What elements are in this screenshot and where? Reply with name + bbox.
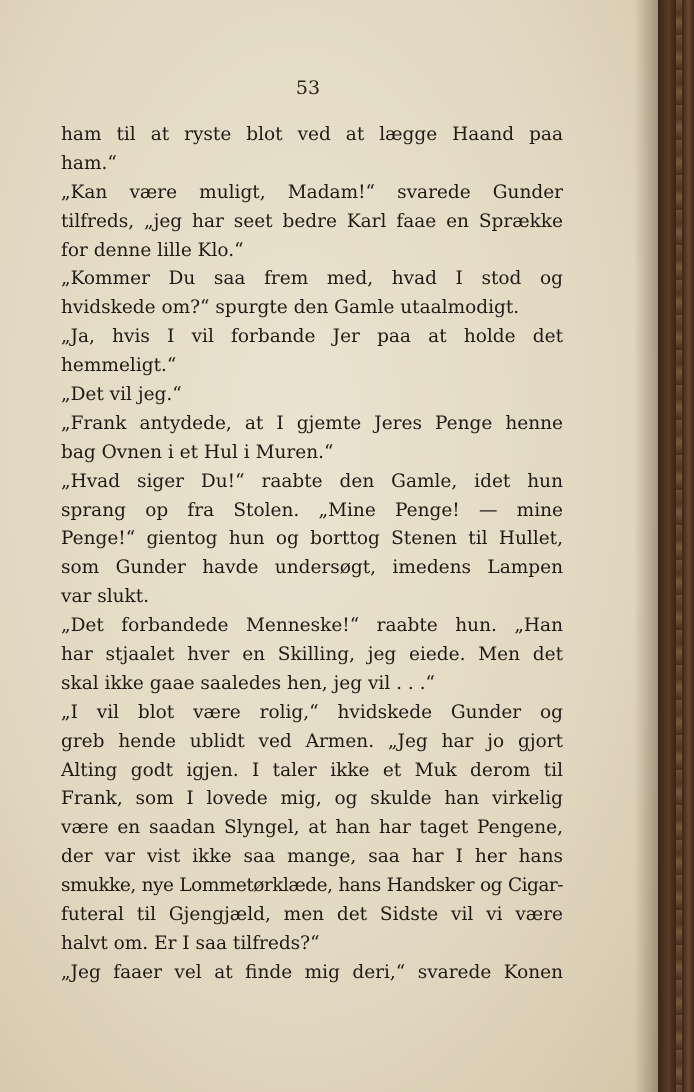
text-line: der var vist ikke saa mange, saa har I her hans <box>61 846 563 868</box>
text-line: ham til at ryste blot ved at lægge Haand paa <box>61 124 563 145</box>
text-line: „Jeg faaer vel at finde mig deri,“ svarede Konen <box>61 961 563 983</box>
text-line: „I vil blot være rolig,“ hvidskede Gunder og <box>61 701 563 723</box>
text-line: smukke, nye Lommetørklæde, hans Handsker og Cigar- <box>61 875 563 897</box>
book-edge-strip <box>676 0 682 1092</box>
text-line: være en saadan Slyngel, at han har taget Pengene, <box>61 817 563 839</box>
text-line: „Kan være muligt, Madam!“ svarede Gunder <box>61 181 563 203</box>
text-line: halvt om. Er I saa tilfreds?“ <box>61 932 320 954</box>
text-line: futeral til Gjengjæld, men det Sidste vil vi være <box>61 904 563 926</box>
text-line: „Det forbandede Menneske!“ raabte hun. „Han <box>61 615 563 637</box>
text-line: Frank, som I lovede mig, og skulde han virkelig <box>61 788 563 810</box>
text-line: sprang op fra Stolen. „Mine Penge! — mine <box>61 499 563 521</box>
text-line: for denne lille Klo.“ <box>61 239 244 261</box>
text-line: bag Ovnen i et Hul i Muren.“ <box>61 441 334 463</box>
text-line: tilfreds, „jeg har seet bedre Karl faae en Sprække <box>61 210 563 232</box>
text-line: var slukt. <box>61 586 150 608</box>
text-line: skal ikke gaae saaledes hen, jeg vil . . .“ <box>61 672 435 694</box>
text-line: „Hvad siger Du!“ raabte den Gamle, idet hun <box>61 470 563 492</box>
page-number: 53 <box>295 77 321 99</box>
text-line: greb hende ublidt ved Armen. „Jeg har jo gjort <box>61 730 563 752</box>
text-line: „Det vil jeg.“ <box>61 384 182 406</box>
page-gutter-shadow <box>634 0 658 1092</box>
text-line: som Gunder havde undersøgt, imedens Lampen <box>61 557 563 579</box>
text-line: Penge!“ gientog hun og borttog Stenen til Hullet, <box>61 528 563 550</box>
text-line: hemmeligt.“ <box>61 355 177 377</box>
text-line: „Ja, hvis I vil forbande Jer paa at holde det <box>61 326 563 348</box>
text-line: hvidskede om?“ spurgte den Gamle utaalmodigt. <box>61 297 520 319</box>
text-line: ham.“ <box>61 152 117 174</box>
text-line: „Frank antydede, at I gjemte Jeres Penge henne <box>61 412 563 434</box>
body-text <box>61 121 563 988</box>
text-line: har stjaalet hver en Skilling, jeg eiede. Men det <box>61 644 563 666</box>
text-line: Alting godt igjen. I taler ikke et Muk derom til <box>61 759 563 781</box>
text-line: „Kommer Du saa frem med, hvad I stod og <box>61 268 563 290</box>
